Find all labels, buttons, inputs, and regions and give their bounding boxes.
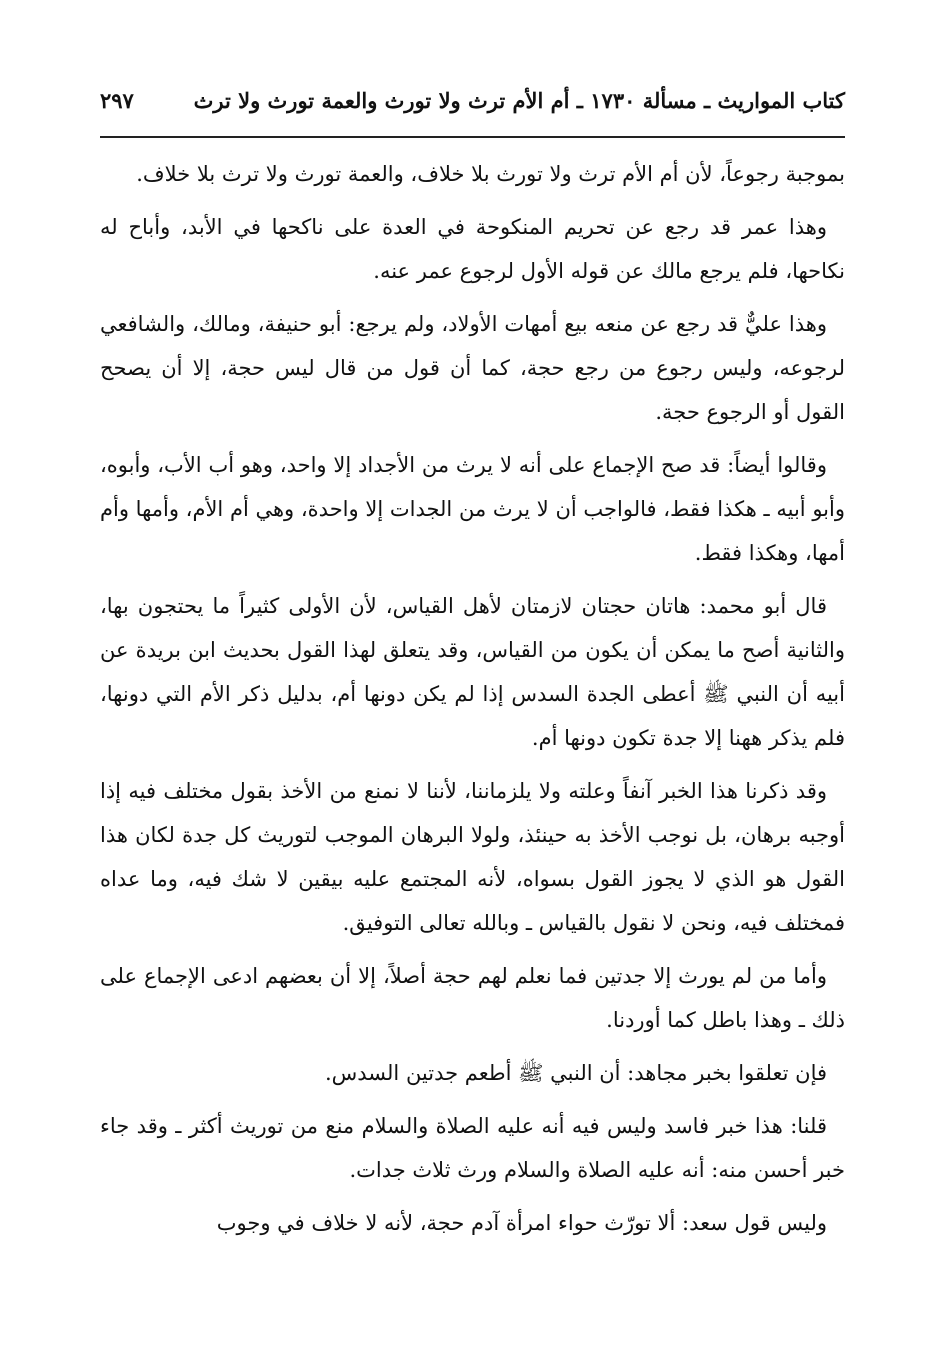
header-divider (100, 136, 845, 138)
paragraph: قال أبو محمد: هاتان حجتان لازمتان لأهل القياس، لأن الأولى كثيراً ما يحتجون بها، والثانية أصح ما يمكن أن يكون من القياس، وقد يتعلق لهذا القول بحديث ابن بريدة عن أبيه أن النبي ﷺ أعطى الجدة السدس إذا لم يكن دونها أم، بدليل ذكر الأم التي دونها، فلم يذكر ههنا إلا جدة تكون دونها أم. (100, 594, 845, 750)
paragraph: فإن تعلقوا بخبر مجاهد: أن النبي ﷺ أطعم جدتين السدس. (324, 1061, 827, 1085)
body-text (100, 152, 845, 1254)
paragraph: وقد ذكرنا هذا الخبر آنفاً وعلته ولا يلزماننا، لأننا لا نمنع من الأخذ بقول مختلف فيه إذا أوجبه برهان، بل نوجب الأخذ به حينئذ، ولولا البرهان الموجب لتوريث كل جدة لكان هذا القول هو الذي لا يجوز القول بسواه، لأنه المجتمع عليه بيقين لا شك فيه، وما عداه فمختلف فيه، ونحن لا نقول بالقياس ـ وبالله تعالى التوفيق. (100, 779, 846, 935)
paragraph: وقالوا أيضاً: قد صح الإجماع على أنه لا يرث من الأجداد إلا واحد، وهو أب الأب، وأبوه، وأبو أبيه ـ هكذا فقط، فالواجب أن لا يرث من الجدات إلا واحدة، وهي أم الأم، وأمها وأم أمها، وهكذا فقط. (100, 453, 845, 565)
paragraph: وهذا عمر قد رجع عن تحريم المنكوحة في العدة على ناكحها في الأبد، وأباح له نكاحها، فلم يرجع مالك عن قوله الأول لرجوع عمر عنه. (100, 215, 845, 283)
paragraph: قلنا: هذا خبر فاسد وليس فيه أنه عليه الصلاة والسلام منع من توريث أكثر ـ وقد جاء خبر أحسن منه: أنه عليه الصلاة والسلام ورث ثلاث جدات. (100, 1114, 845, 1182)
paragraph: بموجبة رجوعاً، لأن أم الأم ترث ولا تورث بلا خلاف، والعمة تورث ولا ترث بلا خلاف. (136, 162, 845, 186)
paragraph: وهذا عليٌّ قد رجع عن منعه بيع أمهات الأولاد، ولم يرجع: أبو حنيفة، ومالك، والشافعي لرجوعه، وليس رجوع من رجع حجة، كما أن قول من قال ليس حجة، إلا أن يصحح القول أو الرجوع حجة. (100, 312, 845, 424)
running-head: كتاب المواريث ـ مسألة ١٧٣٠ ـ أم الأم ترث ولا تورث والعمة تورث ولا ترث (193, 88, 845, 113)
page-header (100, 84, 845, 124)
paragraph: وأما من لم يورث إلا جدتين فما نعلم لهم حجة أصلاً، إلا أن بعضهم ادعى الإجماع على ذلك ـ وهذا باطل كما أوردنا. (100, 964, 845, 1032)
page-number: ٢٩٧ (100, 88, 134, 113)
paragraph: وليس قول سعد: ألا تورّث حواء امرأة آدم حجة، لأنه لا خلاف في وجوب (216, 1211, 827, 1235)
